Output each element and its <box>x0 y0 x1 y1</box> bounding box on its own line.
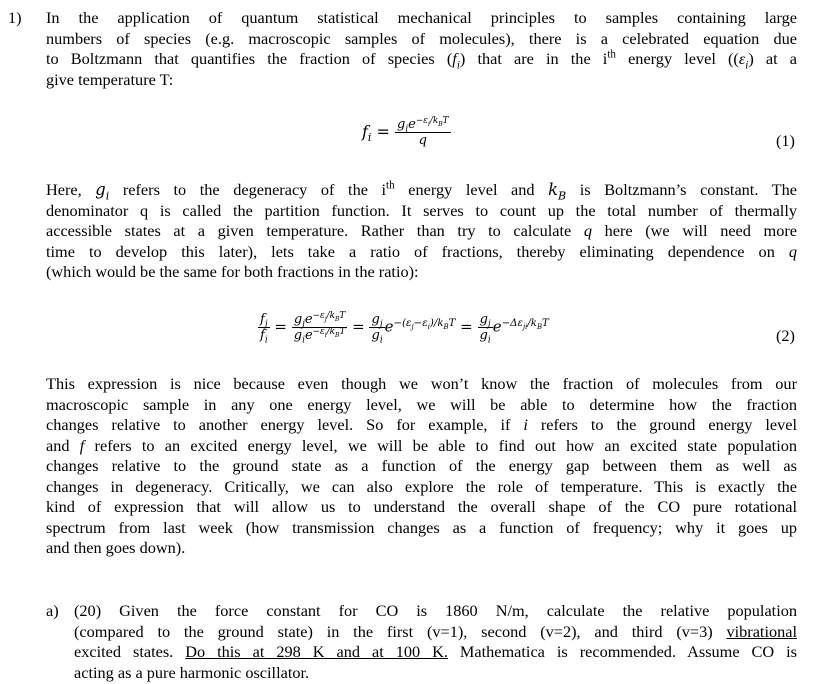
paragraph-3 <box>46 374 797 559</box>
para2-line-5: (which would be the same for both fractions in the ratio): <box>46 262 419 281</box>
para3-line-7: kind of expression that will allow us to understand the overall shape of the CO pure rotational <box>46 497 797 516</box>
question-number: 1) <box>8 8 22 27</box>
equation-2-number: (2) <box>776 326 795 345</box>
para2-line-1: Here, $g_i$ refers to the degeneracy of the $i^{th}$ energy level and $k_B$ is Boltzmann’s constant. The <box>46 179 797 203</box>
part-a-line-1: (20) Given the force constant for CO is 1860 N/m, calculate the relative population <box>74 601 797 620</box>
para3-line-6: changes in degeneracy. Critically, we can also explore the role of temperature. This is exactly the <box>46 476 797 496</box>
paragraph-2 <box>46 180 797 283</box>
para3-line-2: macroscopic sample in any one energy level, we will be able to determine how the fraction <box>46 394 797 414</box>
intro-paragraph <box>46 8 797 90</box>
intro-line-3: to Boltzmann that quantifies the fraction of species $(f_i)$ that are in the $i^{th}$ energy level ($(\varepsilon_i)$ at a <box>46 48 797 72</box>
para3-line-8: spectrum from last week (how transmission changes as a function of frequency; why it goes up <box>46 517 797 537</box>
part-a-line-3: excited states. Do this at 298 K and at 100 K. Mathematica is recommended. Assume CO is <box>74 642 798 661</box>
equation-1-number: (1) <box>776 131 795 150</box>
para3-line-1: This expression is nice because even though we won’t know the fraction of molecules from our <box>46 374 797 393</box>
para3-line-4: and f refers to an excited energy level, we will be able to find out how an excited state population <box>46 435 798 455</box>
part-a-label: a) <box>46 601 59 620</box>
part-a-line-4: acting as a pure harmonic oscillator. <box>74 662 310 682</box>
para2-line-3: accessible states at a given temperature. Rather than try to calculate q here (we will need more <box>46 221 797 240</box>
intro-line-1: In the application of quantum statistical mechanical principles to samples containing large <box>46 8 797 27</box>
part-a-line-2: (compared to the ground state) in the first (v=1), second (v=2), and third (v=3) vibrational <box>74 621 797 641</box>
equation-1: $f_i$ = $\frac{g_ie^{-\varepsilon_i/k_BT}}{q}$ <box>362 115 449 148</box>
para3-line-5: changes relative to the ground state as a function of the energy gap between them as well as <box>46 456 797 475</box>
part-a-paragraph <box>74 601 797 683</box>
para3-line-9: and then goes down). <box>46 538 186 557</box>
intro-line-4: give temperature T: <box>46 69 174 89</box>
equation-2: $\frac{f_j}{f_i}$ = $\frac{g_je^{-\varepsilon_j/k_BT}}{g_ie^{-\varepsilon_i/k_BT}}$ = $\frac{g_j}{g_i}$ $e^{-(\varepsilon_j-\varepsilon_i)/k_BT}$ = $\frac{g_j}{g_i}$ $e^{-\Delta\varepsilon_{ji}/k_BT}$ <box>260 310 549 346</box>
intro-line-2: numbers of species (e.g. macroscopic samples of molecules), there is a celebrated equation due <box>46 28 797 48</box>
para2-line-4: time to develop this later), lets take a ratio of fractions, thereby eliminating dependence on q <box>46 241 797 261</box>
para3-line-3: changes relative to another energy level. So for example, if i refers to the ground energy level <box>46 415 797 434</box>
para2-line-2: denominator q is called the partition function. It serves to count up the total number of thermally <box>46 200 797 220</box>
